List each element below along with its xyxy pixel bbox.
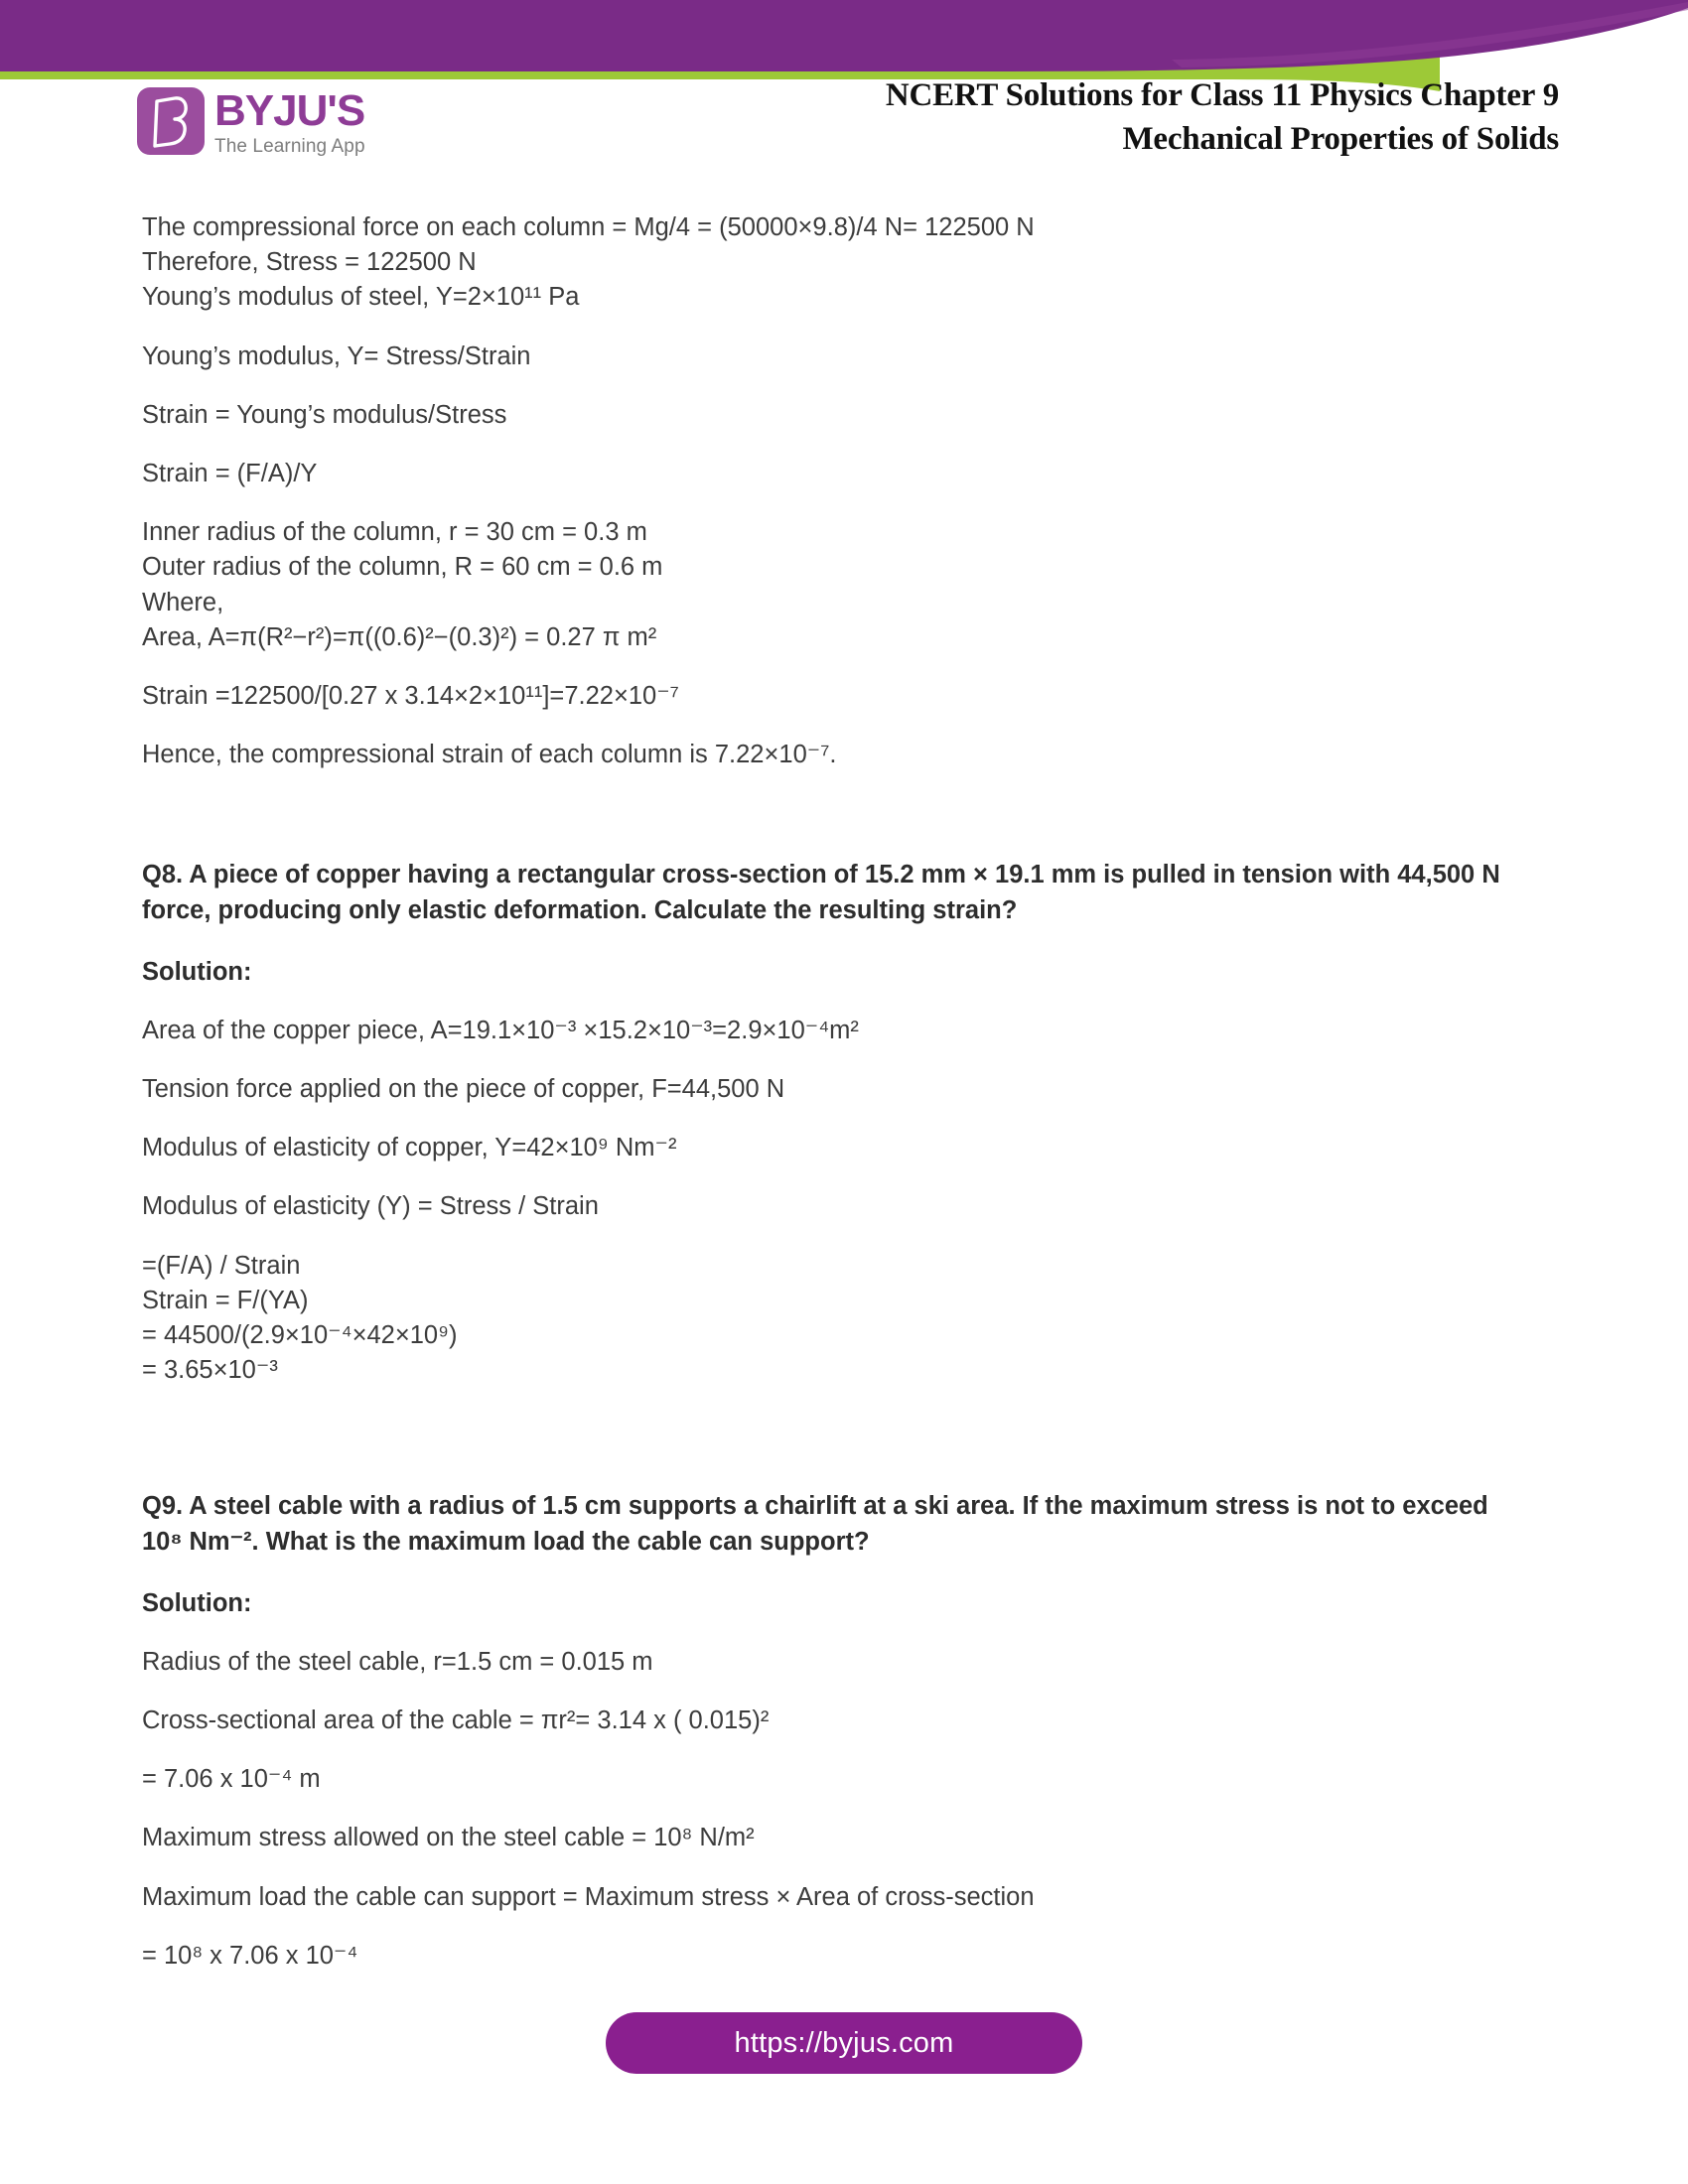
byjus-website-link-label: https://byjus.com	[734, 2026, 954, 2059]
text-line: Maximum stress allowed on the steel cable = 10⁸ N/m²	[142, 1824, 755, 1852]
document-body	[142, 210, 1562, 1997]
section-spacer	[142, 1412, 1562, 1489]
logo-wordmark: BYJU'S	[214, 86, 365, 135]
q7-conclusion-line: Hence, the compressional strain of each column is 7.22×10⁻⁷.	[142, 741, 837, 769]
text-line: Modulus of elasticity of copper, Y=42×10⁹ Nm⁻²	[142, 1134, 677, 1162]
page-title-line1: NCERT Solutions for Class 11 Physics Chapter 9	[885, 77, 1559, 113]
text-line: Tension force applied on the piece of copper, F=44,500 N	[142, 1075, 785, 1103]
youngs-modulus-line: Young’s modulus, Y= Stress/Strain	[142, 341, 531, 370]
solution-label-q9: Solution:	[142, 1588, 252, 1617]
q8-derivation-block	[142, 1249, 1562, 1389]
text-line: Modulus of elasticity (Y) = Stress / Strain	[142, 1192, 599, 1221]
text-line: = 44500/(2.9×10⁻⁴×42×10⁹)	[142, 1320, 458, 1349]
strain-line-1: Strain = Young’s modulus/Stress	[142, 400, 507, 429]
text-line: Young’s modulus of steel, Y=2×10¹¹ Pa	[142, 283, 580, 312]
text-line: = 7.06 x 10⁻⁴ m	[142, 1765, 321, 1794]
section-spacer	[142, 796, 1562, 858]
text-line: = 10⁸ x 7.06 x 10⁻⁴	[142, 1941, 358, 1970]
q7-intro-block	[142, 210, 1562, 316]
text-line: Area, A=π(R²−r²)=π((0.6)²−(0.3)²) = 0.27 π m²	[142, 622, 657, 651]
text-line: =(F/A) / Strain	[142, 1251, 301, 1280]
logo-tagline: The Learning App	[214, 136, 365, 157]
text-line: Strain = F/(YA)	[142, 1286, 309, 1314]
byjus-b-logo-icon	[137, 87, 205, 155]
page-title	[886, 74, 1559, 161]
text-line: Inner radius of the column, r = 30 cm = 0.3 m	[142, 518, 647, 547]
byjus-website-link[interactable]	[606, 2012, 1082, 2074]
strain-result-line: Strain =122500/[0.27 x 3.14×2×10¹¹]=7.22×10⁻⁷	[142, 681, 679, 710]
q7-geometry-block	[142, 515, 1562, 655]
text-line: = 3.65×10⁻³	[142, 1356, 278, 1385]
question-q9: Q9. A steel cable with a radius of 1.5 cm supports a chairlift at a ski area. If the maximum stress is not to exceed 10⁸ Nm⁻². What is the maximum load the cable can support?	[142, 1492, 1488, 1556]
question-q8: Q8. A piece of copper having a rectangular cross-section of 15.2 mm × 19.1 mm is pulled in tension with 44,500 N force, producing only elastic deformation. Calculate the resulting strain?	[142, 861, 1500, 924]
text-line: The compressional force on each column = Mg/4 = (50000×9.8)/4 N= 122500 N	[142, 213, 1035, 241]
text-line: Therefore, Stress = 122500 N	[142, 248, 477, 277]
byjus-logo	[137, 87, 365, 156]
solution-label-q8: Solution:	[142, 957, 252, 986]
text-line: Area of the copper piece, A=19.1×10⁻³ ×15.2×10⁻³=2.9×10⁻⁴m²	[142, 1016, 859, 1044]
text-line: Where,	[142, 588, 224, 616]
text-line: Cross-sectional area of the cable = πr²= 3.14 x ( 0.015)²	[142, 1706, 770, 1735]
strain-line-2: Strain = (F/A)/Y	[142, 459, 318, 487]
text-line: Maximum load the cable can support = Maximum stress × Area of cross-section	[142, 1882, 1035, 1911]
text-line: Radius of the steel cable, r=1.5 cm = 0.015 m	[142, 1647, 653, 1676]
text-line: Outer radius of the column, R = 60 cm = 0.6 m	[142, 553, 663, 582]
page-title-line2: Mechanical Properties of Solids	[1122, 120, 1559, 157]
